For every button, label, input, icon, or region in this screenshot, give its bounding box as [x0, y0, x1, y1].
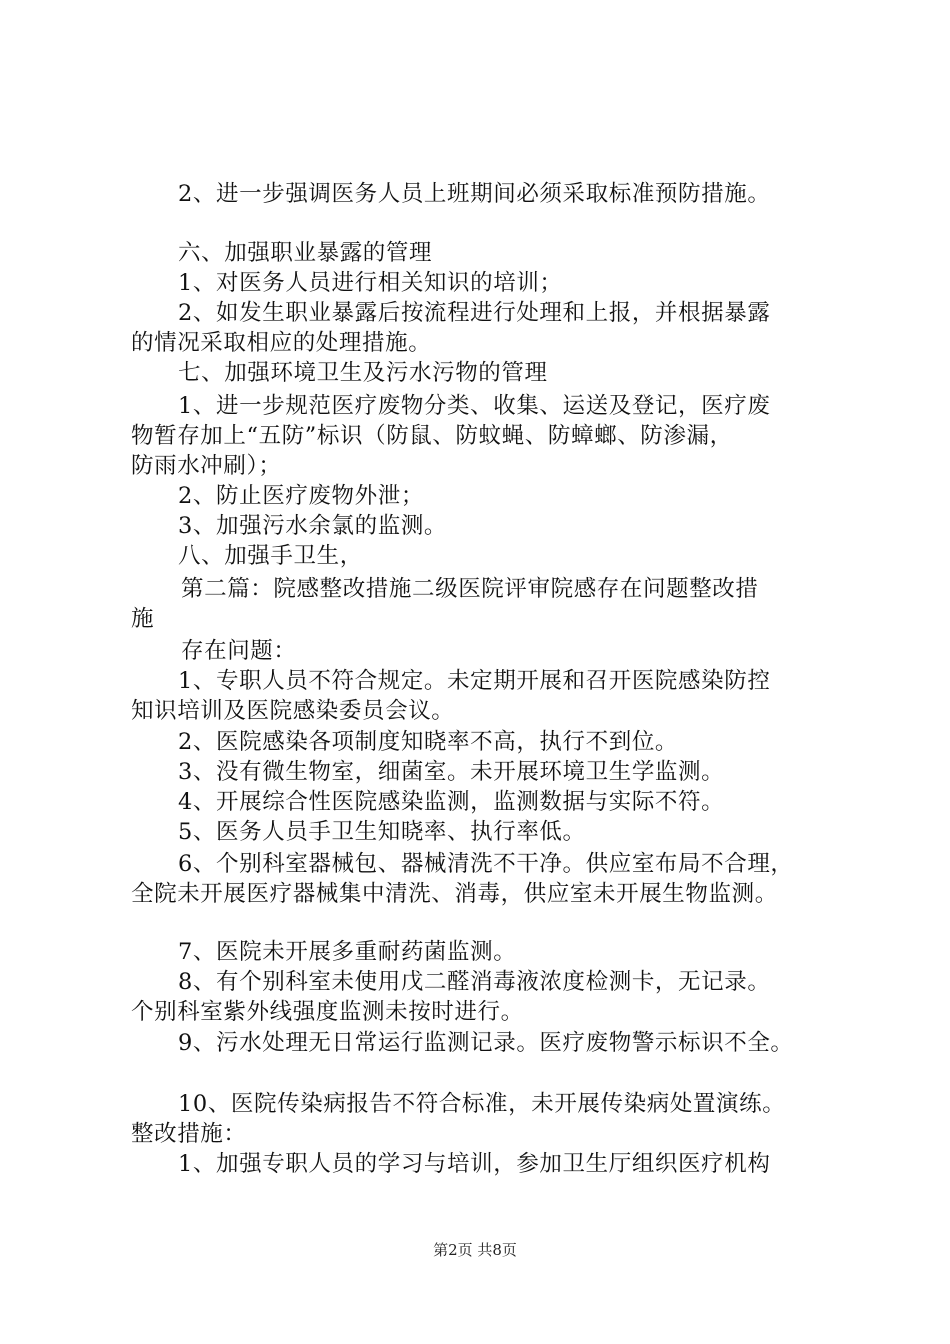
text-line: 4、开展综合性医院感染监测，监测数据与实际不符。 [178, 789, 725, 815]
text-line: 1、对医务人员进行相关知识的培训； [178, 270, 563, 296]
section-heading: 八、加强手卫生， [178, 543, 363, 569]
section-heading: 存在问题： [181, 638, 297, 664]
text-line: 2、防止医疗废物外泄； [178, 483, 424, 509]
text-line: 9、污水处理无日常运行监测记录。医疗废物警示标识不全。 [178, 1030, 794, 1056]
section-heading: 六、加强职业暴露的管理 [178, 240, 433, 266]
chapter-title: 第二篇：院感整改措施二级医院评审院感存在问题整改措 [181, 576, 759, 602]
text-line: 知识培训及医院感染委员会议。 [131, 698, 455, 724]
text-line: 2、进一步强调医务人员上班期间必须采取标准预防措施。 [178, 181, 771, 207]
text-line: 1、专职人员不符合规定。未定期开展和召开医院感染防控 [178, 668, 771, 694]
section-heading: 七、加强环境卫生及污水污物的管理 [178, 360, 548, 386]
text-line: 2、医院感染各项制度知晓率不高，执行不到位。 [178, 729, 679, 755]
text-line: 5、医务人员手卫生知晓率、执行率低。 [178, 819, 586, 845]
page-number-footer: 第2页 共8页 [433, 1241, 517, 1259]
text-line: 1、加强专职人员的学习与培训，参加卫生厅组织医疗机构 [178, 1151, 771, 1177]
text-line: 物暂存加上“五防”标识（防鼠、防蚊蝇、防蟑螂、防渗漏， [131, 423, 733, 449]
text-line: 10、医院传染病报告不符合标准，未开展传染病处置演练。 [178, 1091, 786, 1117]
section-heading: 整改措施： [131, 1121, 247, 1147]
text-line: 个别科室紫外线强度监测未按时进行。 [131, 999, 524, 1025]
text-line: 全院未开展医疗器械集中清洗、消毒，供应室未开展生物监测。 [131, 881, 778, 907]
text-line: 3、没有微生物室，细菌室。未开展环境卫生学监测。 [178, 759, 725, 785]
chapter-title: 施 [131, 606, 155, 632]
text-line: 1、进一步规范医疗废物分类、收集、运送及登记，医疗废 [178, 393, 771, 419]
text-line: 6、个别科室器械包、器械清洗不干净。供应室布局不合理， [178, 851, 794, 877]
text-line: 2、如发生职业暴露后按流程进行处理和上报，并根据暴露 [178, 300, 771, 326]
text-line: 8、有个别科室未使用戊二醛消毒液浓度检测卡，无记录。 [178, 969, 771, 995]
text-line: 3、加强污水余氯的监测。 [178, 513, 448, 539]
text-line: 防雨水冲刷）； [131, 453, 282, 479]
text-line: 的情况采取相应的处理措施。 [131, 330, 432, 356]
text-line: 7、医院未开展多重耐药菌监测。 [178, 939, 517, 965]
